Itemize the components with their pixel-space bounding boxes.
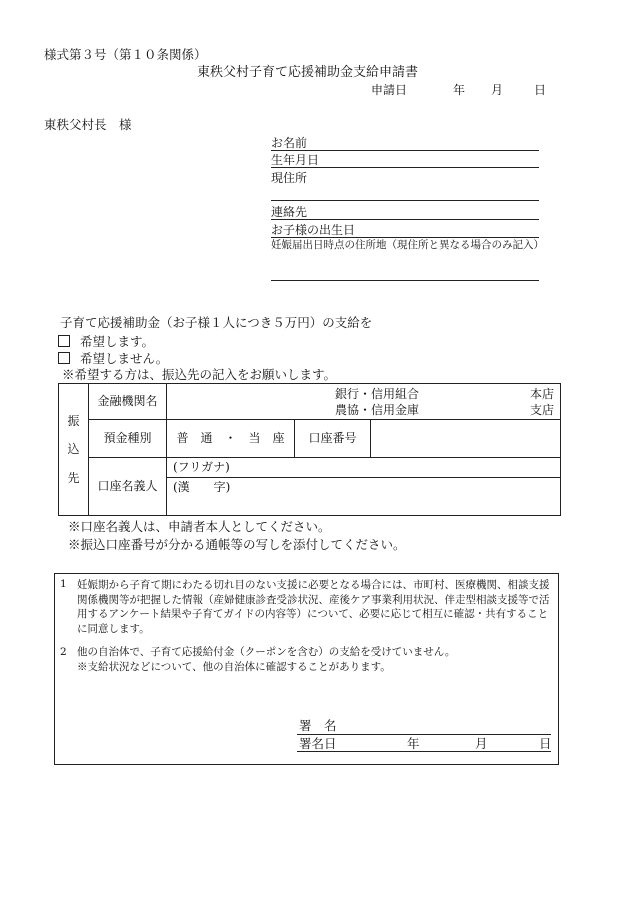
pregnancy-address-field[interactable]	[271, 280, 539, 281]
kanji-label: (漢 字)	[173, 480, 231, 494]
signature-label: 署 名	[299, 718, 337, 733]
page-title: 東秩父村子育て応援補助金支給申請書	[197, 65, 419, 80]
bank-types-2: 農協・信用金庫	[335, 403, 420, 417]
name-field[interactable]	[271, 150, 539, 151]
name-label: お名前	[271, 136, 308, 150]
consent-item2-text: 他の自治体で、子育て応援給付金（クーポンを含む）の支給を受けていません。	[77, 646, 456, 658]
signature-date-label: 署名日	[299, 736, 337, 751]
branch-sub: 支店	[530, 403, 555, 417]
option-wish-label: 希望します。	[80, 334, 155, 349]
form-number: 様式第３号（第１０条関係）	[44, 47, 207, 62]
account-holder-label: 口座名義人	[89, 458, 167, 516]
option-wish[interactable]	[58, 335, 154, 349]
pregnancy-address-label: 妊娠届出日時点の住所地（現住所と異なる場合のみ記入）	[271, 239, 544, 251]
furigana-label: (フリガナ)	[173, 460, 230, 474]
kanji-row[interactable]	[167, 478, 560, 496]
consent-box	[54, 573, 559, 765]
signature-month-label: 月	[475, 736, 488, 751]
checkbox-no-wish[interactable]	[58, 352, 70, 364]
bank-types-1: 銀行・信用組合	[335, 387, 420, 401]
consent-item1-text: 妊娠期から子育て期にわたる切れ目のない支援に必要となる場合には、市町村、医療機関、相談支援関係機関等が把握した情報（産婦健康診査受診状況、産後ケア事業利用状況、伴走型相談支援等で活用するアンケート結果や子育てガイドの内容等）について、必要に応じて相互に確認・共有することに同意します。	[77, 579, 550, 635]
attachment-note: ※振込口座番号が分かる通帳等の写しを添付してください。	[68, 537, 406, 552]
application-month-label: 月	[491, 83, 504, 97]
addressee: 東秩父村長 様	[44, 117, 132, 132]
contact-field[interactable]	[271, 219, 539, 220]
option-no-wish[interactable]	[58, 352, 168, 366]
signature-date-field[interactable]	[297, 751, 551, 752]
holder-note: ※口座名義人は、申請者本人としてください。	[68, 519, 331, 534]
account-holder-field[interactable]	[167, 458, 561, 516]
address-label: 現住所	[271, 171, 308, 185]
application-date-label: 申請日	[371, 83, 408, 97]
child-dob-label: お子様の出生日	[271, 223, 356, 237]
deposit-type-label: 預金種別	[89, 420, 167, 458]
deposit-type-options[interactable]: 普 通 ・ 当 座	[167, 420, 295, 458]
furigana-row[interactable]	[167, 458, 560, 478]
consent-item1-number: 1	[60, 578, 67, 590]
bank-note: ※希望する方は、振込先の記入をお願いします。	[62, 367, 337, 382]
account-number-field[interactable]	[371, 420, 561, 458]
signature-day-label: 日	[539, 736, 552, 751]
option-no-wish-label: 希望しません。	[80, 351, 169, 366]
application-year-label: 年	[453, 83, 466, 97]
child-dob-field[interactable]	[271, 237, 539, 238]
branch-main: 本店	[530, 387, 555, 401]
consent-item2-note: ※支給状況などについて、他の自治体に確認することがあります。	[77, 661, 391, 673]
subsidy-intro: 子育て応援補助金（お子様１人につき５万円）の支給を	[60, 315, 373, 330]
account-number-label: 口座番号	[295, 420, 371, 458]
institution-label: 金融機関名	[89, 384, 167, 420]
contact-label: 連絡先	[271, 205, 308, 219]
signature-year-label: 年	[407, 736, 420, 751]
address-field[interactable]	[271, 200, 539, 201]
bank-table	[58, 383, 561, 516]
signature-field[interactable]	[297, 734, 551, 735]
checkbox-wish[interactable]	[58, 335, 70, 347]
transfer-side-label: 振 込 先	[59, 384, 89, 516]
institution-field[interactable]	[167, 384, 561, 420]
consent-item2-number: 2	[60, 646, 67, 658]
dob-label: 生年月日	[271, 153, 320, 167]
dob-field[interactable]	[271, 167, 539, 168]
application-day-label: 日	[534, 83, 547, 97]
